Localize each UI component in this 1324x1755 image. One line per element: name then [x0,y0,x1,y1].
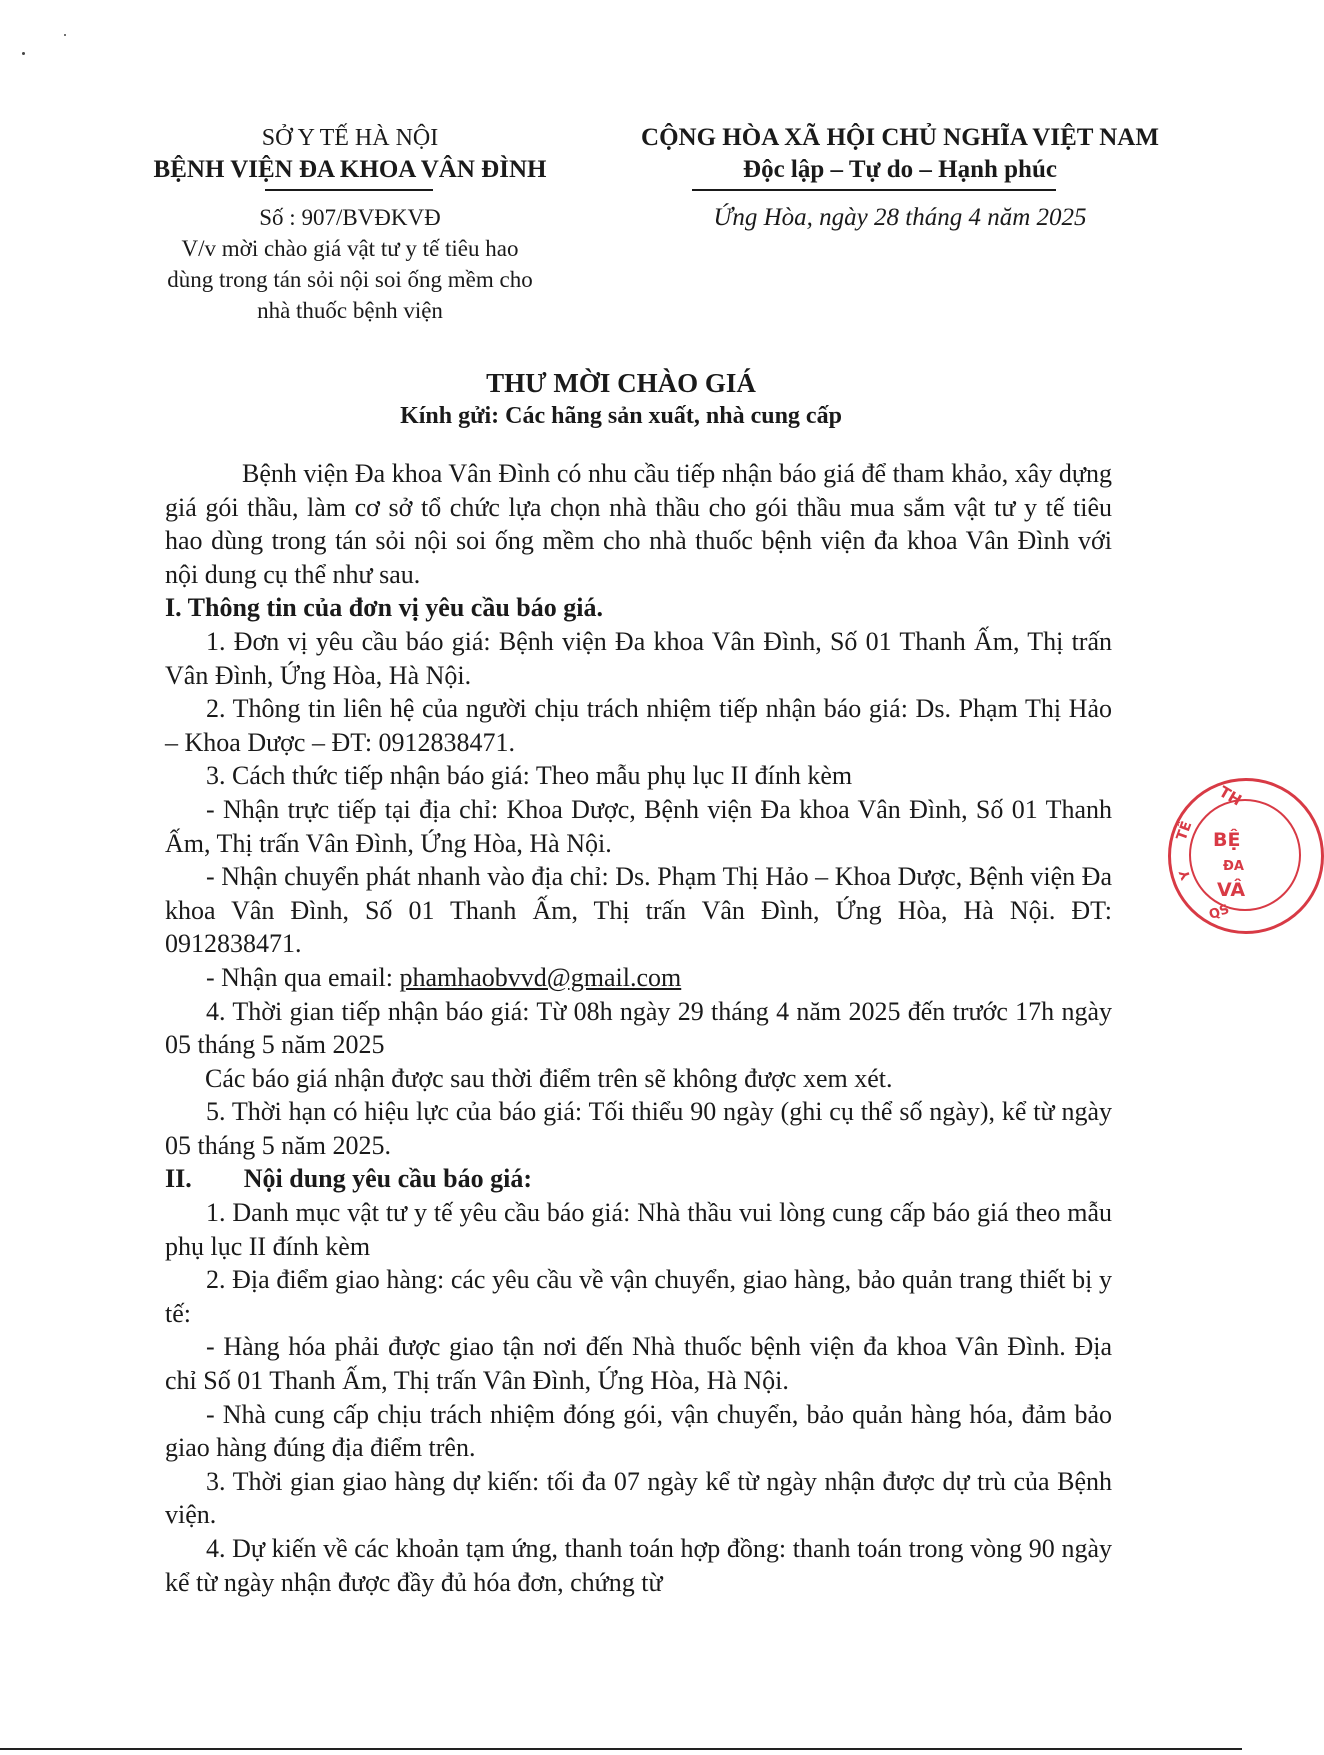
email-prefix: - Nhận qua email: [206,962,400,992]
stamp-text: BỆ [1213,829,1241,851]
scan-speck [64,34,66,36]
section2-item: - Hàng hóa phải được giao tận nơi đến Nhà thuốc bệnh viện đa khoa Vân Đình. Địa chỉ Số 01 Thanh Ấm, Thị trấn Vân Đình, Ứng Hòa, Hà Nội. [165,1332,1112,1396]
motto-underline [692,189,1056,191]
section2-item: 3. Thời gian giao hàng dự kiến: tối đa 07 ngày kể từ ngày nhận được dự trù của Bệnh viện. [165,1466,1112,1530]
hospital-name: BỆNH VIỆN ĐA KHOA VÂN ĐÌNH [153,156,547,183]
section1-item: 1. Đơn vị yêu cầu báo giá: Bệnh viện Đa khoa Vân Đình, Số 01 Thanh Ấm, Thị trấn Vân Đình, Ứng Hòa, Hà Nội. [165,626,1112,690]
stamp-text: TH [1216,782,1245,810]
stamp-text: QS [1207,901,1232,924]
scan-bottom-edge [0,1748,1242,1750]
place-date: Ứng Hòa, ngày 28 tháng 4 năm 2025 [713,204,1087,231]
section2-heading [165,1162,1112,1196]
letter-title: THƯ MỜI CHÀO GIÁ [486,368,756,398]
section2-item: - Nhà cung cấp chịu trách nhiệm đóng gói, vận chuyển, bảo quản hàng hóa, đảm bảo giao hàng đúng địa điểm trên. [165,1399,1112,1463]
section1-item: 3. Cách thức tiếp nhận báo giá: Theo mẫu phụ lục II đính kèm [206,761,853,791]
subject-line: dùng trong tán sỏi nội soi ống mềm cho [167,267,533,292]
stamp-text: ĐA [1223,859,1244,874]
document-number: Số : 907/BVĐKVĐ [259,205,441,230]
section2-item: 4. Dự kiến về các khoản tạm ứng, thanh toán hợp đồng: thanh toán trong vòng 90 ngày kể từ ngày nhận được đầy đủ hóa đơn, chứng từ [165,1534,1112,1597]
section2-item: 2. Địa điểm giao hàng: các yêu cầu về vận chuyển, giao hàng, bảo quản trang thiết bị y tế: [165,1265,1112,1328]
country-name: CỘNG HÒA XÃ HỘI CHỦ NGHĨA VIỆT NAM [641,124,1159,151]
official-stamp [1168,778,1324,934]
section1-item: 5. Thời hạn có hiệu lực của báo giá: Tối thiểu 90 ngày (ghi cụ thể số ngày), kể từ ngày 05 tháng 5 năm 2025. [165,1097,1112,1160]
subject-line: V/v mời chào giá vật tư y tế tiêu hao [181,236,519,261]
intro-paragraph: Bệnh viện Đa khoa Vân Đình có nhu cầu tiếp nhận báo giá để tham khảo, xây dựng giá gói thầu, làm cơ sở tổ chức lựa chọn nhà thầu cho gói thầu mua sắm vật tư y tế tiêu hao dùng trong tán sỏi nội soi ống mềm cho nhà thuốc bệnh viện đa khoa Vân Đình với nội dung cụ thể như sau. [165,459,1112,589]
section2-number: II. [165,1164,192,1194]
hospital-underline [265,189,433,191]
stamp-text: VÂ [1217,879,1246,901]
recipient: Kính gửi: Các hãng sản xuất, nhà cung cấp [400,403,842,429]
scan-speck [22,52,25,55]
section2-title: Nội dung yêu cầu báo giá: [243,1164,532,1194]
department-name: SỞ Y TẾ HÀ NỘI [261,125,439,151]
section1-item: 2. Thông tin liên hệ của người chịu trách nhiệm tiếp nhận báo giá: Ds. Phạm Thị Hảo – Khoa Dược – ĐT: 0912838471. [165,694,1112,757]
stamp-text: Y [1177,867,1195,882]
header-right [580,122,1220,234]
email-line [165,961,1112,995]
section1-item: Các báo giá nhận được sau thời điểm trên sẽ không được xem xét. [205,1063,893,1093]
email-link[interactable]: phamhaobvvd@gmail.com [399,962,682,992]
section1-heading: I. Thông tin của đơn vị yêu cầu báo giá. [165,593,603,623]
section1-item: 4. Thời gian tiếp nhận báo giá: Từ 08h ngày 29 tháng 4 năm 2025 đến trước 17h ngày 05 tháng 5 năm 2025 [165,996,1112,1060]
motto: Độc lập – Tự do – Hạnh phúc [743,156,1057,183]
section1-item: - Nhận trực tiếp tại địa chỉ: Khoa Dược, Bệnh viện Đa khoa Vân Đình, Số 01 Thanh Ấm, Thị trấn Vân Đình, Ứng Hòa, Hà Nội. [165,794,1112,858]
header-left [100,122,600,326]
section2-item: 1. Danh mục vật tư y tế yêu cầu báo giá: Nhà thầu vui lòng cung cấp báo giá theo mẫu phụ lục II đính kèm [165,1198,1112,1261]
stamp-text: TẾ [1173,819,1196,843]
section1-item: - Nhận chuyển phát nhanh vào địa chỉ: Ds. Phạm Thị Hảo – Khoa Dược, Bệnh viện Đa khoa Vân Đình, Số 01 Thanh Ấm, Thị trấn Vân Đình, Ứng Hòa, Hà Nội. ĐT: 0912838471. [165,862,1112,959]
subject-line: nhà thuốc bệnh viện [257,298,443,323]
letter-body [165,457,1112,1599]
